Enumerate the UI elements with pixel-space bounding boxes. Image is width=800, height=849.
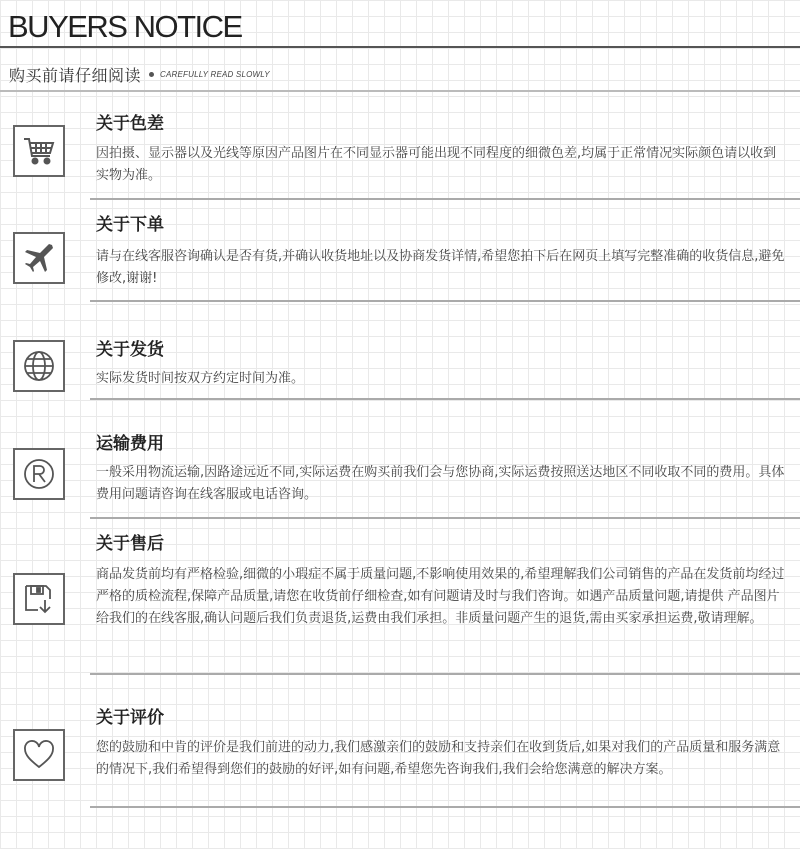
section-title: 关于售后 — [96, 534, 164, 554]
section-title: 关于色差 — [96, 114, 164, 134]
registered-icon — [13, 448, 65, 500]
section-divider — [90, 300, 800, 302]
title-divider — [0, 46, 800, 48]
section-divider — [90, 806, 800, 808]
section-body: 请与在线客服咨询确认是否有货,并确认收货地址以及协商发货详情,希望您拍下后在网页上填写完整准确的收货信息,避免修改,谢谢! — [96, 249, 785, 286]
section-body: 实际发货时间按双方约定时间为准。 — [96, 371, 305, 386]
section-title: 关于下单 — [96, 215, 164, 235]
section-divider — [90, 673, 800, 675]
section-body: 一般采用物流运输,因路途远近不同,实际运费在购买前我们会与您协商,实际运费按照送达地区不同收取不同的费用。具体费用问题请咨询在线客服或电话咨询。 — [96, 465, 785, 502]
section-title: 关于评价 — [96, 708, 164, 728]
section-body: 因拍摄、显示器以及光线等原因产品图片在不同显示器可能出现不同程度的细微色差,均属于正常情况实际颜色请以收到实物为准。 — [96, 146, 777, 183]
airplane-icon — [13, 232, 65, 284]
section-title: 关于发货 — [96, 340, 164, 360]
section-title: 运输费用 — [96, 434, 164, 454]
globe-icon — [13, 340, 65, 392]
subtitle-en: CAREFULLY READ SLOWLY — [160, 69, 270, 79]
subtitle-cn: 购买前请仔细阅读 — [9, 65, 142, 85]
save-download-icon — [13, 573, 65, 625]
bullet-dot — [149, 72, 154, 77]
section-divider — [90, 398, 800, 400]
section-divider — [90, 198, 800, 200]
page-title: BUYERS NOTICE — [8, 9, 242, 44]
section-body: 您的鼓励和中肯的评价是我们前进的动力,我们感激亲们的鼓励和支持亲们在收到货后,如果对我们的产品质量和服务满意的情况下,我们希望得到您们的鼓励的好评,如有问题,希望您先咨询我们,我们会给您满意的解决方案。 — [96, 740, 781, 777]
section-body: 商品发货前均有严格检验,细微的小瑕症不属于质量问题,不影响使用效果的,希望理解我们公司销售的产品在发货前均经过严格的质检流程,保障产品质量,请您在收货前仔细检查,如有问题请及时与我们咨询。如遇产品质量问题,请提供 产品图片给我们的在线客服,确认问题后我们负责退货,运费由我们承担。非质量问题产生的退货,需由买家承担运费,敬请理解。 — [96, 567, 785, 626]
section-divider — [90, 517, 800, 519]
subtitle-divider — [0, 90, 800, 92]
shopping-cart-icon — [13, 125, 65, 177]
heart-icon — [13, 729, 65, 781]
subtitle — [9, 62, 270, 86]
